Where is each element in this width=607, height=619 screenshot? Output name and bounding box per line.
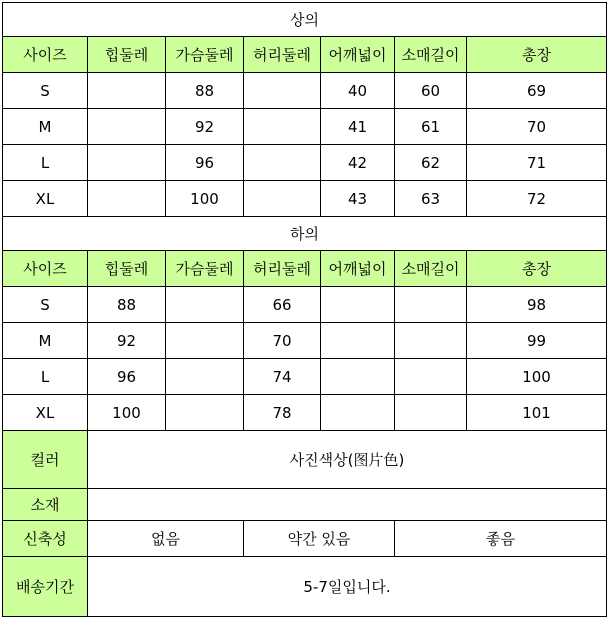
waist-cell — [244, 73, 321, 109]
color-value: 사진색상(图片色) — [88, 431, 607, 489]
bottom-row-s — [3, 287, 607, 323]
chest-cell: 92 — [166, 109, 244, 145]
bottom-header-waist: 허리둘레 — [244, 251, 321, 287]
size-cell: XL — [3, 395, 88, 431]
shoulder-cell: 41 — [321, 109, 395, 145]
bottom-header-sleeve: 소매길이 — [395, 251, 467, 287]
bottom-header-size: 사이즈 — [3, 251, 88, 287]
length-cell: 71 — [467, 145, 607, 181]
top-row-m — [3, 109, 607, 145]
top-header-sleeve: 소매길이 — [395, 37, 467, 73]
top-header-chest: 가슴둘레 — [166, 37, 244, 73]
top-header-shoulder: 어깨넓이 — [321, 37, 395, 73]
length-cell: 70 — [467, 109, 607, 145]
size-cell: L — [3, 359, 88, 395]
top-header-size: 사이즈 — [3, 37, 88, 73]
size-cell: M — [3, 323, 88, 359]
waist-cell — [244, 145, 321, 181]
shoulder-cell: 40 — [321, 73, 395, 109]
material-row — [3, 489, 607, 521]
chest-cell — [166, 323, 244, 359]
size-chart-table — [2, 2, 607, 617]
top-header-waist: 허리둘레 — [244, 37, 321, 73]
top-header-row — [3, 37, 607, 73]
shipping-value: 5-7일입니다. — [88, 557, 607, 617]
stretch-option-slight: 약간 있음 — [244, 521, 395, 557]
chest-cell — [166, 287, 244, 323]
color-row — [3, 431, 607, 489]
length-cell: 99 — [467, 323, 607, 359]
stretch-label: 신축성 — [3, 521, 88, 557]
sleeve-cell — [395, 287, 467, 323]
bottom-header-chest: 가슴둘레 — [166, 251, 244, 287]
sleeve-cell — [395, 359, 467, 395]
sleeve-cell: 61 — [395, 109, 467, 145]
shoulder-cell — [321, 359, 395, 395]
sleeve-cell — [395, 323, 467, 359]
length-cell: 101 — [467, 395, 607, 431]
sleeve-cell — [395, 395, 467, 431]
chest-cell — [166, 359, 244, 395]
bottom-header-length: 총장 — [467, 251, 607, 287]
bottom-header-hip: 힙둘레 — [88, 251, 166, 287]
top-header-hip: 힙둘레 — [88, 37, 166, 73]
top-row-l — [3, 145, 607, 181]
color-label: 컬러 — [3, 431, 88, 489]
bottom-row-l — [3, 359, 607, 395]
shipping-row — [3, 557, 607, 617]
shipping-label: 배송기간 — [3, 557, 88, 617]
top-section-title: 상의 — [3, 3, 607, 37]
length-cell: 100 — [467, 359, 607, 395]
stretch-option-good: 좋음 — [395, 521, 607, 557]
waist-cell: 66 — [244, 287, 321, 323]
waist-cell: 74 — [244, 359, 321, 395]
chest-cell: 100 — [166, 181, 244, 217]
hip-cell — [88, 109, 166, 145]
shoulder-cell: 43 — [321, 181, 395, 217]
sleeve-cell: 62 — [395, 145, 467, 181]
stretch-row — [3, 521, 607, 557]
shoulder-cell: 42 — [321, 145, 395, 181]
sleeve-cell: 63 — [395, 181, 467, 217]
hip-cell: 92 — [88, 323, 166, 359]
sleeve-cell: 60 — [395, 73, 467, 109]
waist-cell: 70 — [244, 323, 321, 359]
chest-cell: 88 — [166, 73, 244, 109]
size-cell: M — [3, 109, 88, 145]
waist-cell: 78 — [244, 395, 321, 431]
hip-cell: 88 — [88, 287, 166, 323]
shoulder-cell — [321, 395, 395, 431]
top-row-xl — [3, 181, 607, 217]
bottom-header-row — [3, 251, 607, 287]
bottom-section-title: 하의 — [3, 217, 607, 251]
top-header-length: 총장 — [467, 37, 607, 73]
size-cell: S — [3, 287, 88, 323]
hip-cell: 96 — [88, 359, 166, 395]
bottom-row-xl — [3, 395, 607, 431]
chest-cell: 96 — [166, 145, 244, 181]
bottom-section-title-row — [3, 217, 607, 251]
length-cell: 69 — [467, 73, 607, 109]
material-label: 소재 — [3, 489, 88, 521]
chest-cell — [166, 395, 244, 431]
size-cell: XL — [3, 181, 88, 217]
stretch-option-none: 없음 — [88, 521, 244, 557]
length-cell: 72 — [467, 181, 607, 217]
length-cell: 98 — [467, 287, 607, 323]
hip-cell — [88, 145, 166, 181]
top-row-s — [3, 73, 607, 109]
size-cell: L — [3, 145, 88, 181]
bottom-header-shoulder: 어깨넓이 — [321, 251, 395, 287]
shoulder-cell — [321, 287, 395, 323]
shoulder-cell — [321, 323, 395, 359]
top-section-title-row — [3, 3, 607, 37]
waist-cell — [244, 109, 321, 145]
material-value — [88, 489, 607, 521]
size-cell: S — [3, 73, 88, 109]
waist-cell — [244, 181, 321, 217]
hip-cell: 100 — [88, 395, 166, 431]
hip-cell — [88, 181, 166, 217]
hip-cell — [88, 73, 166, 109]
bottom-row-m — [3, 323, 607, 359]
